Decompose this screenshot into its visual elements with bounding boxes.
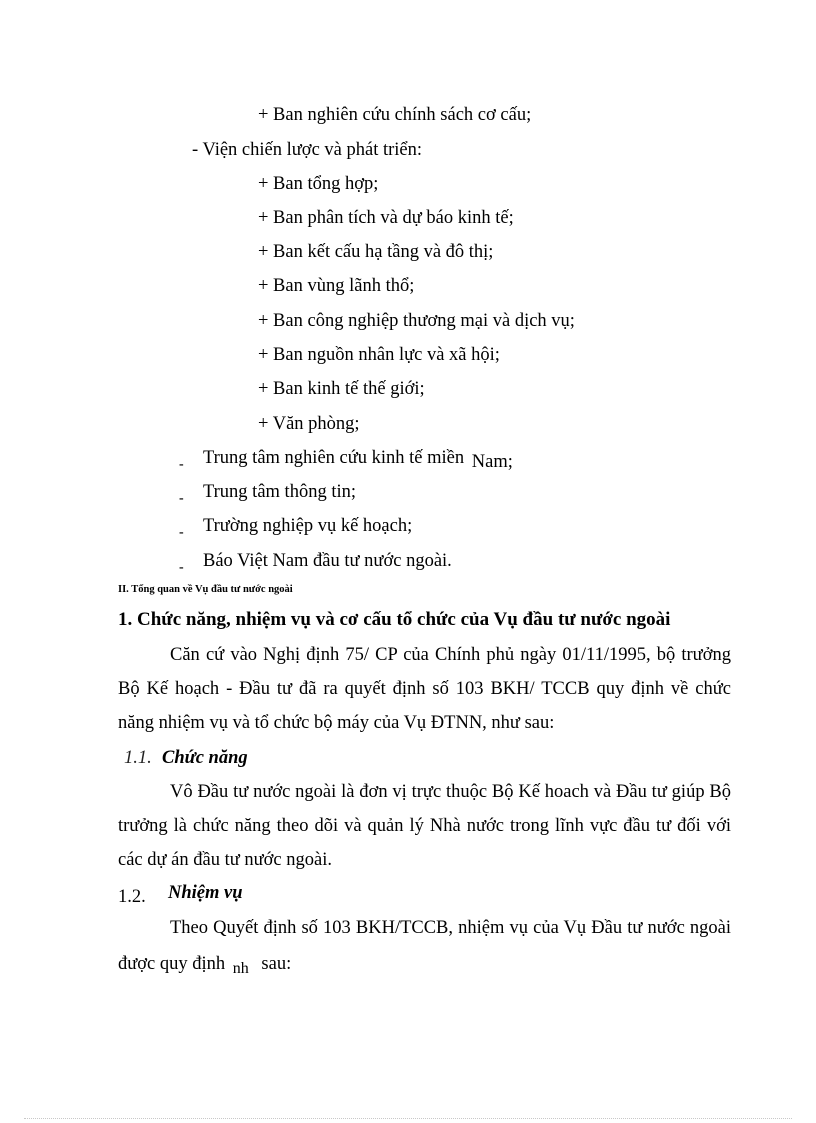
paragraph-3-line-1: Theo Quyết định số 103 BKH/TCCB, nhiệm vụ của Vụ Đầu tư nước ngoài	[170, 918, 731, 938]
subheading-nhiem-vu: Nhiệm vụ	[168, 883, 243, 903]
dash-bullet: -	[179, 560, 184, 575]
list-item-ban-vung: + Ban vùng lãnh thổ;	[258, 276, 415, 296]
dash-item-trung-tam-mien-nam	[203, 447, 513, 472]
paragraph-2-line-1: Vô Đầu tư nước ngoài là đơn vị trực thuộc Bộ Kế hoach và Đầu tư giúp Bộ	[170, 782, 731, 802]
list-item-ban-phan-tich: + Ban phân tích và dự báo kinh tế;	[258, 208, 514, 228]
dash-item-bao-viet-nam: Báo Việt Nam đầu tư nước ngoài.	[203, 551, 452, 571]
paragraph-2-line-3: các dự án đầu tư nước ngoài.	[118, 850, 332, 870]
paragraph-1-line-2: Bộ Kế hoạch - Đầu tư đã ra quyết định số 103 BKH/ TCCB quy định về chức	[118, 679, 731, 699]
dash-item-tail: Nam;	[471, 452, 513, 472]
list-item-ban-ket-cau: + Ban kết cấu hạ tầng và đô thị;	[258, 242, 494, 262]
list-item-ban-nghien-cuu: + Ban nghiên cứu chính sách cơ cấu;	[258, 105, 532, 125]
list-item-ban-tong-hop: + Ban tổng hợp;	[258, 174, 379, 194]
paragraph-1-line-3: năng nhiệm vụ và tổ chức bộ máy của Vụ ĐTNN, như sau:	[118, 713, 555, 733]
paragraph-1-line-1: Căn cứ vào Nghị định 75/ CP của Chính phủ ngày 01/11/1995, bộ trưởng	[170, 645, 731, 665]
page-footer-divider	[24, 1118, 792, 1119]
heading-chuc-nang-nhiem-vu: 1. Chức năng, nhiệm vụ và cơ cấu tổ chức của Vụ đầu tư nước ngoài	[118, 609, 671, 630]
dash-item-truong-nghiep-vu: Trường nghiệp vụ kế hoạch;	[203, 516, 413, 536]
paragraph-3-line-2	[118, 953, 291, 976]
subheading-number: 1.1.	[124, 748, 152, 768]
list-item-van-phong: + Văn phòng;	[258, 414, 360, 434]
subheading-chuc-nang: Chức năng	[162, 748, 248, 768]
list-item-ban-nguon-nhan-luc: + Ban nguồn nhân lực và xã hội;	[258, 345, 500, 365]
dash-bullet: -	[179, 525, 184, 540]
dash-item-trung-tam-thong-tin: Trung tâm thông tin;	[203, 482, 356, 502]
list-item-ban-kinh-te: + Ban kinh tế thế giới;	[258, 379, 425, 399]
subheading-number: 1.2.	[118, 887, 146, 907]
paragraph-3-text-before: được quy định	[118, 954, 226, 974]
paragraph-3-text-small: nh	[232, 960, 249, 977]
list-item-vien-chien-luoc: - Viện chiến lược và phát triển:	[192, 140, 423, 160]
dash-bullet: -	[179, 457, 184, 472]
list-item-ban-cong-nghiep: + Ban công nghiệp thương mại và dịch vụ;	[258, 311, 575, 331]
paragraph-3-text-after: sau:	[261, 954, 292, 974]
paragraph-2-line-2: trưởng là chức năng theo dõi và quản lý Nhà nước trong lĩnh vực đầu tư đối với	[118, 816, 731, 836]
section-heading: II. Tổng quan về Vụ đầu tư nước ngoài	[118, 584, 293, 595]
dash-item-text: Trung tâm nghiên cứu kinh tế miền	[203, 448, 465, 468]
dash-bullet: -	[179, 491, 184, 506]
